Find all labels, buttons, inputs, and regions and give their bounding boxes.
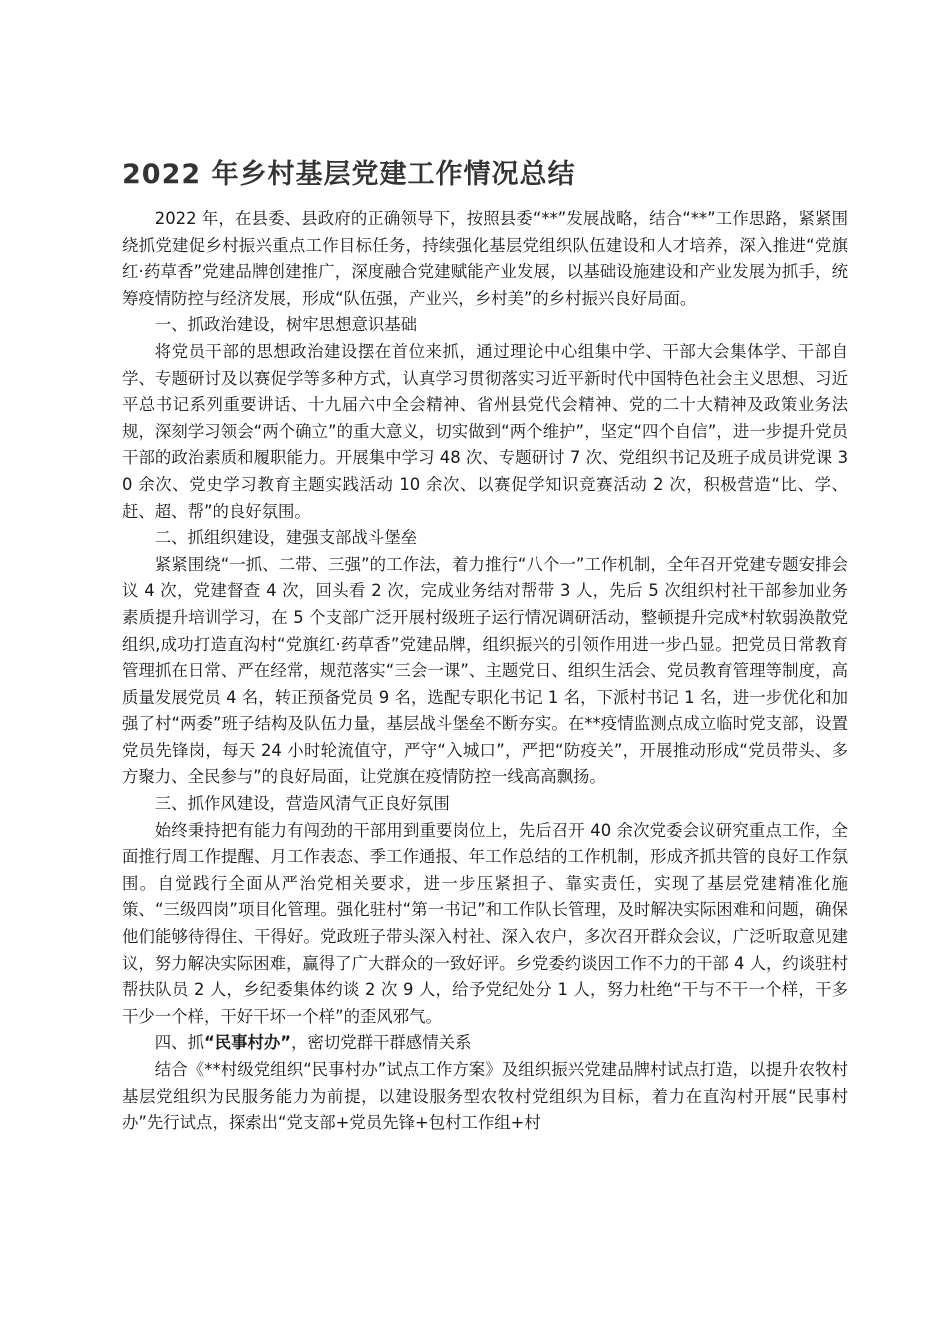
section-heading-1: 一、抓政治建设，树牢思想意识基础 (154, 315, 418, 335)
intro-paragraph: 2022 年，在县委、县政府的正确领导下，按照县委“**”发展战略，结合“**”工作思路，紧紧围绕抓党建促乡村振兴重点工作目标任务，持续强化基层党组织队伍建设和人才培养，深入推进“党旗红·药草香”党建品牌创建推广，深度融合党建赋能产业发展，以基础设施建设和产业发展为抓手，统筹疫情防控与经济发展，形成“队伍强，产业兴，乡村美”的乡村振兴良好局面。 (122, 209, 848, 308)
section-heading-4-suffix: ，密切党群干群感情关系 (291, 1033, 472, 1053)
section-body-3: 始终秉持把有能力有闯劲的干部用到重要岗位上，先后召开 40 余次党委会议研究重点工作，全面推行周工作提醒、月工作表态、季工作通报、年工作总结的工作机制，形成齐抓共管的良好工作氛围。自觉践行全面从严治党相关要求，进一步压紧担子、靠实责任，实现了基层党建精准化施策、“三级四岗”项目化管理。强化驻村“第一书记”和工作队长管理，及时解决实际困难和问题，确保他们能够待得住、干得好。党政班子带头深入村社、深入农户，多次召开群众会议，广泛听取意见建议，努力解决实际困难，赢得了广大群众的一致好评。乡党委约谈因工作不力的干部 4 人，约谈驻村帮扶队员 2 人，乡纪委集体约谈 2 次 9 人，给予党纪处分 1 人，努力杜绝“干与不干一个样，干多干少一个样，干好干坏一个样”的歪风邪气。 (122, 820, 848, 1026)
section-body-1: 将党员干部的思想政治建设摆在首位来抓，通过理论中心组集中学、干部大会集体学、干部自学、专题研讨及以赛促学等多种方式，认真学习贯彻落实习近平新时代中国特色社会主义思想、习近平总书记系列重要讲话、十九届六中全会精神、省州县党代会精神、党的二十大精神及政策业务法规，深刻学习领会“两个确立”的重大意义，切实做到“两个维护”，坚定“四个自信”，进一步提升党员干部的政治素质和履职能力。开展集中学习 48 次、专题研讨 7 次、党组织书记及班子成员讲党课 30 余次、党史学习教育主题实践活动 10 余次、以赛促学知识竞赛活动 2 次，积极营造“比、学、赶、超、帮”的良好氛围。 (122, 341, 848, 521)
page-title: 2022 年乡村基层党建工作情况总结 (122, 159, 576, 190)
document-body (122, 206, 848, 1137)
section-heading-2: 二、抓组织建设，建强支部战斗堡垒 (154, 528, 418, 548)
section-body-4: 结合《**村级党组织“民事村办”试点工作方案》及组织振兴党建品牌村试点打造，以提升农牧村基层党组织为民服务能力为前提，以建设服务型农牧村党组织为目标，着力在直沟村开展“民事村办”先行试点，探索出“党支部+党员先锋+包村工作组+村 (122, 1060, 848, 1133)
section-heading-4 (122, 1030, 848, 1057)
section-heading-4-prefix: 四、抓 (154, 1033, 204, 1053)
section-body-2: 紧紧围绕“一抓、二带、三强”的工作法，着力推行“八个一”工作机制，全年召开党建专题安排会议 4 次，党建督查 4 次，回头看 2 次，完成业务结对帮带 3 人，先后 5 次组织村社干部参加业务素质提升培训学习，在 5 个支部广泛开展村级班子运行情况调研活动，整顿提升完成*村软弱涣散党组织,成功打造直沟村“党旗红·药草香”党建品牌，组织振兴的引领作用进一步凸显。把党员日常教育管理抓在日常、严在经常，规范落实“三会一课”、主题党日、组织生活会、党员教育管理等制度，高质量发展党员 4 名，转正预备党员 9 名，选配专职化书记 1 名，下派村书记 1 名，进一步优化和加强了村“两委”班子结构及队伍力量，基层战斗堡垒不断夯实。在**疫情监测点成立临时党支部，设置党员先锋岗，每天 24 小时轮流值守，严守“入城口”，严把“防疫关”，开展推动形成“党员带头、多方聚力、全民参与”的良好局面，让党旗在疫情防控一线高高飘扬。 (122, 554, 848, 787)
section-heading-4-emphasis: “民事村办” (203, 1033, 292, 1053)
section-heading-3: 三、抓作风建设，营造风清气正良好氛围 (154, 794, 450, 814)
